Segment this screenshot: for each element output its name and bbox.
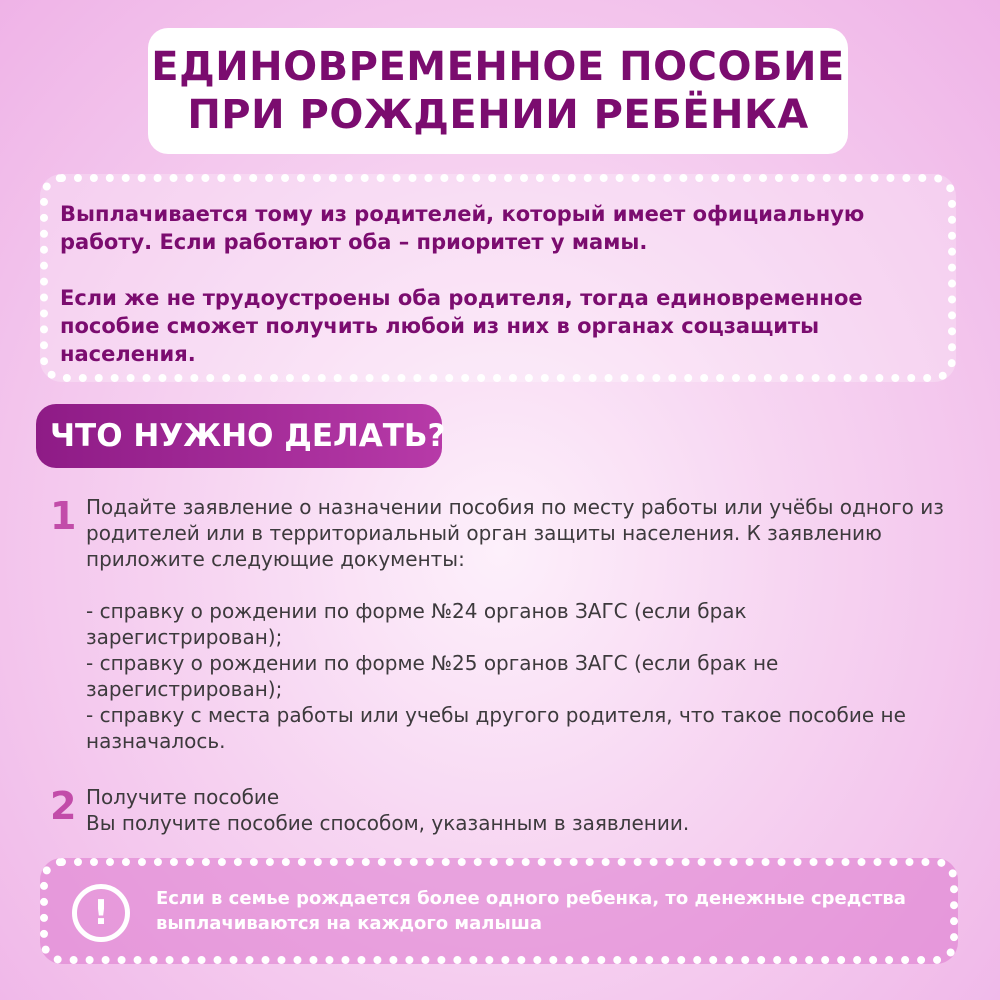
note-text: Если в семье рождается более одного ребенка, то денежные средства выплачиваются на каждого малыша: [156, 888, 906, 934]
step-description: Вы получите пособие способом, указанным в заявлении.: [86, 811, 690, 835]
section-title: ЧТО НУЖНО ДЕЛАТЬ?: [50, 418, 446, 454]
info-box: [40, 174, 956, 382]
exclamation-circle-icon: !: [72, 884, 130, 942]
section-header: [36, 404, 446, 468]
step-text: [86, 784, 946, 836]
page-title-line-1: ЕДИНОВРЕМЕННОЕ ПОСОБИЕ: [151, 44, 845, 90]
document-item-2: - справку о рождении по форме №25 органов ЗАГС (если брак не зарегистрирован);: [86, 651, 779, 701]
step-number: 1: [50, 494, 77, 538]
info-paragraph-1: Выплачивается тому из родителей, который имеет официальную работу. Если работают оба – приоритет у мамы.: [60, 202, 865, 254]
info-paragraph-2: Если же не трудоустроены оба родителя, тогда единовременное пособие сможет получить любой из них в органах соцзащиты населения.: [60, 286, 863, 366]
step-intro: Подайте заявление о назначении пособия по месту работы или учёбы одного из родителей или в территориальный орган защиты населения. К заявлению приложите следующие документы:: [86, 495, 944, 571]
title-banner: [148, 28, 848, 154]
document-item-3: - справку с места работы или учебы другого родителя, что такое пособие не назначалось.: [86, 703, 906, 753]
step-number: 2: [50, 784, 77, 828]
note-box: [40, 858, 958, 964]
document-item-1: - справку о рождении по форме №24 органов ЗАГС (если брак зарегистрирован);: [86, 599, 747, 649]
page-title-line-2: ПРИ РОЖДЕНИИ РЕБЁНКА: [187, 92, 809, 138]
step-heading: Получите пособие: [86, 785, 280, 809]
step-text: [86, 494, 946, 754]
